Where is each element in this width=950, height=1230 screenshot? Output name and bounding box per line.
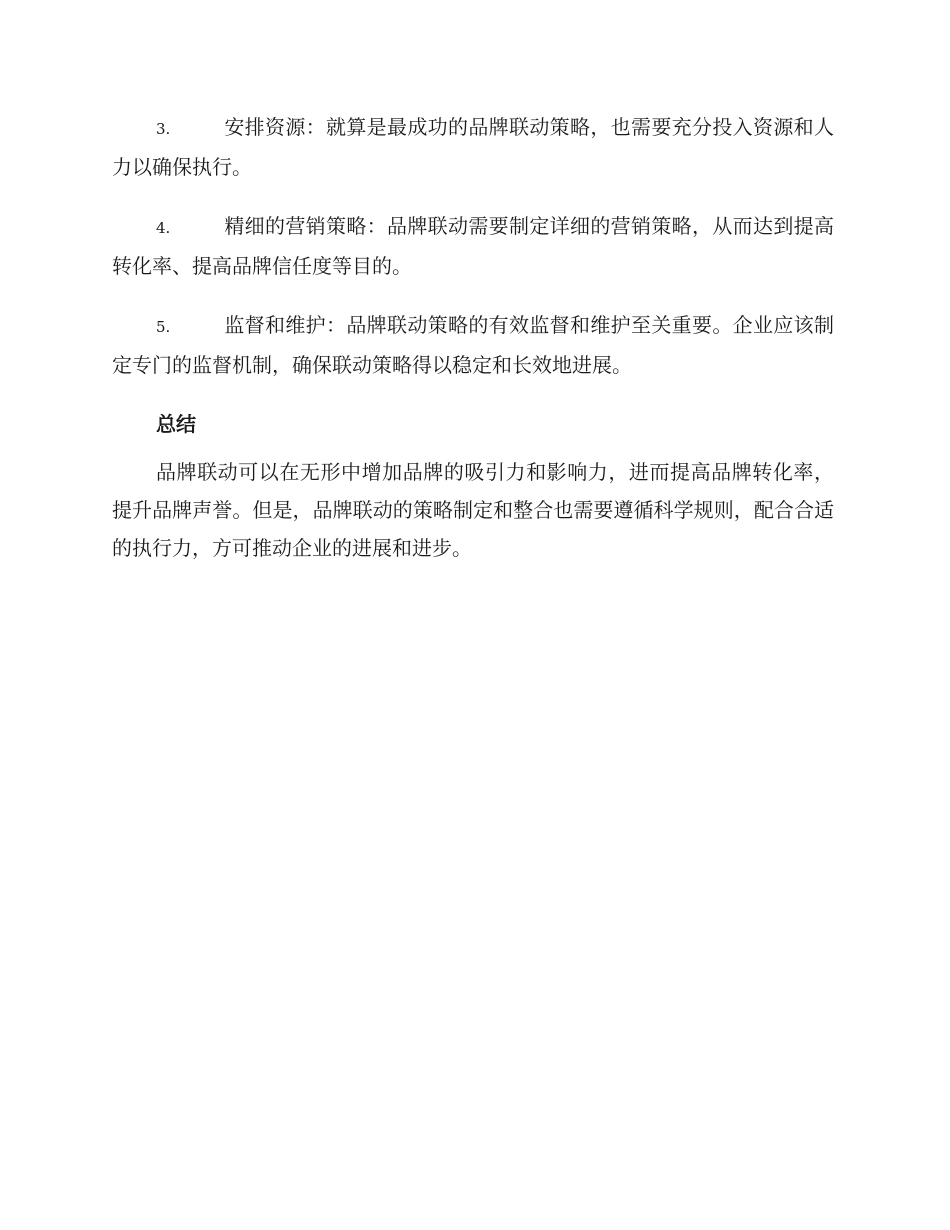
section-heading-summary: 总结: [156, 412, 196, 436]
list-item-number: 4.: [156, 219, 171, 237]
list-item-4: [112, 207, 834, 285]
list-item-number: 3.: [156, 120, 171, 138]
list-item-3: [112, 108, 834, 186]
list-item-number: 5.: [156, 318, 171, 336]
summary-paragraph: 品牌联动可以在无形中增加品牌的吸引力和影响力，进而提高品牌转化率，提升品牌声誉。但是，品牌联动的策略制定和整合也需要遵循科学规则，配合合适的执行力，方可推动企业的进展和进步。: [112, 460, 834, 560]
list-item-text: 安排资源：就算是最成功的品牌联动策略，也需要充分投入资源和人力以确保执行。: [112, 115, 834, 179]
list-item-5: [112, 306, 834, 384]
list-item-text: 精细的营销策略：品牌联动需要制定详细的营销策略，从而达到提高转化率、提高品牌信任度等目的。: [112, 214, 834, 278]
document-page: [112, 108, 834, 567]
list-item-text: 监督和维护：品牌联动策略的有效监督和维护至关重要。企业应该制定专门的监督机制，确保联动策略得以稳定和长效地进展。: [112, 313, 834, 377]
